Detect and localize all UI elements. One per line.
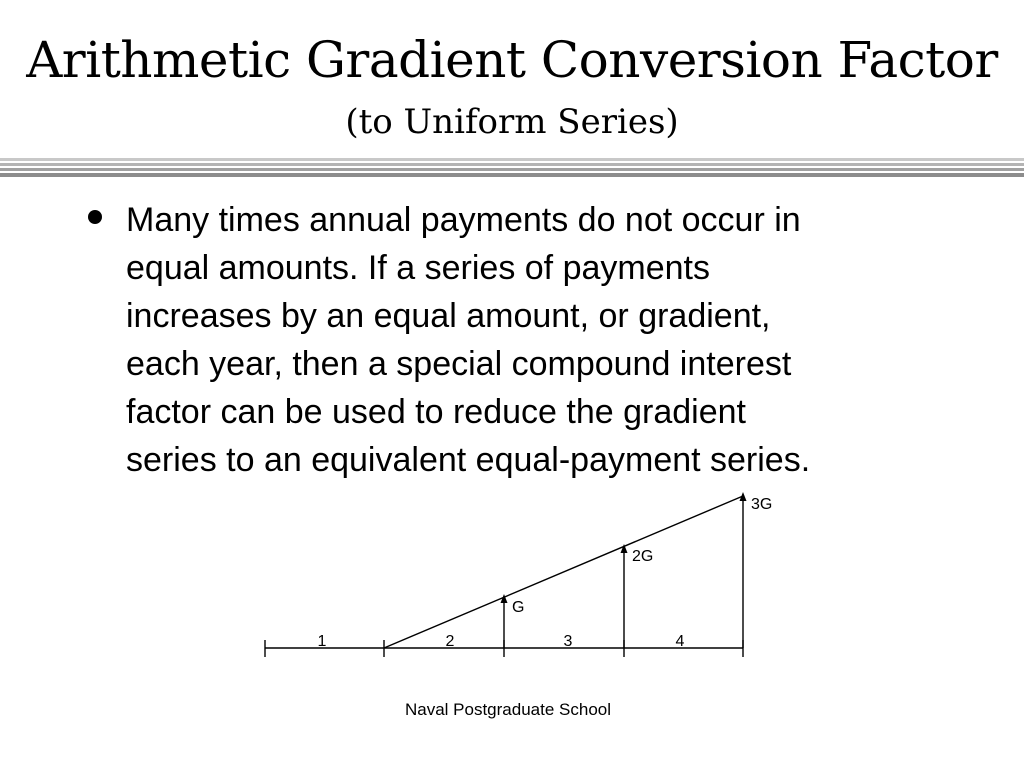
cash-flow-label: 3G bbox=[751, 496, 773, 513]
gradient-slope-line bbox=[384, 496, 743, 648]
title-divider bbox=[0, 158, 1024, 180]
bullet-dot-icon bbox=[88, 210, 102, 224]
period-label: 1 bbox=[317, 633, 327, 650]
slide-title: Arithmetic Gradient Conversion Factor bbox=[26, 31, 998, 89]
gradient-cash-flow-diagram bbox=[250, 480, 790, 670]
slide-subtitle: (to Uniform Series) bbox=[345, 102, 679, 142]
footer-text: Naval Postgraduate School bbox=[404, 700, 612, 719]
bullet-text: Many times annual payments do not occur in equal amounts. If a series of payments increases by an equal amount, or gradient, each year, then a special compound interest factor can be used to reduce the gradient series to an equivalent equal-payment series. bbox=[126, 201, 811, 479]
period-label: 4 bbox=[675, 633, 685, 650]
cash-flow-label: G bbox=[512, 599, 525, 616]
period-label: 2 bbox=[445, 633, 455, 650]
period-label: 3 bbox=[563, 633, 573, 650]
cash-flow-label: 2G bbox=[632, 548, 654, 565]
